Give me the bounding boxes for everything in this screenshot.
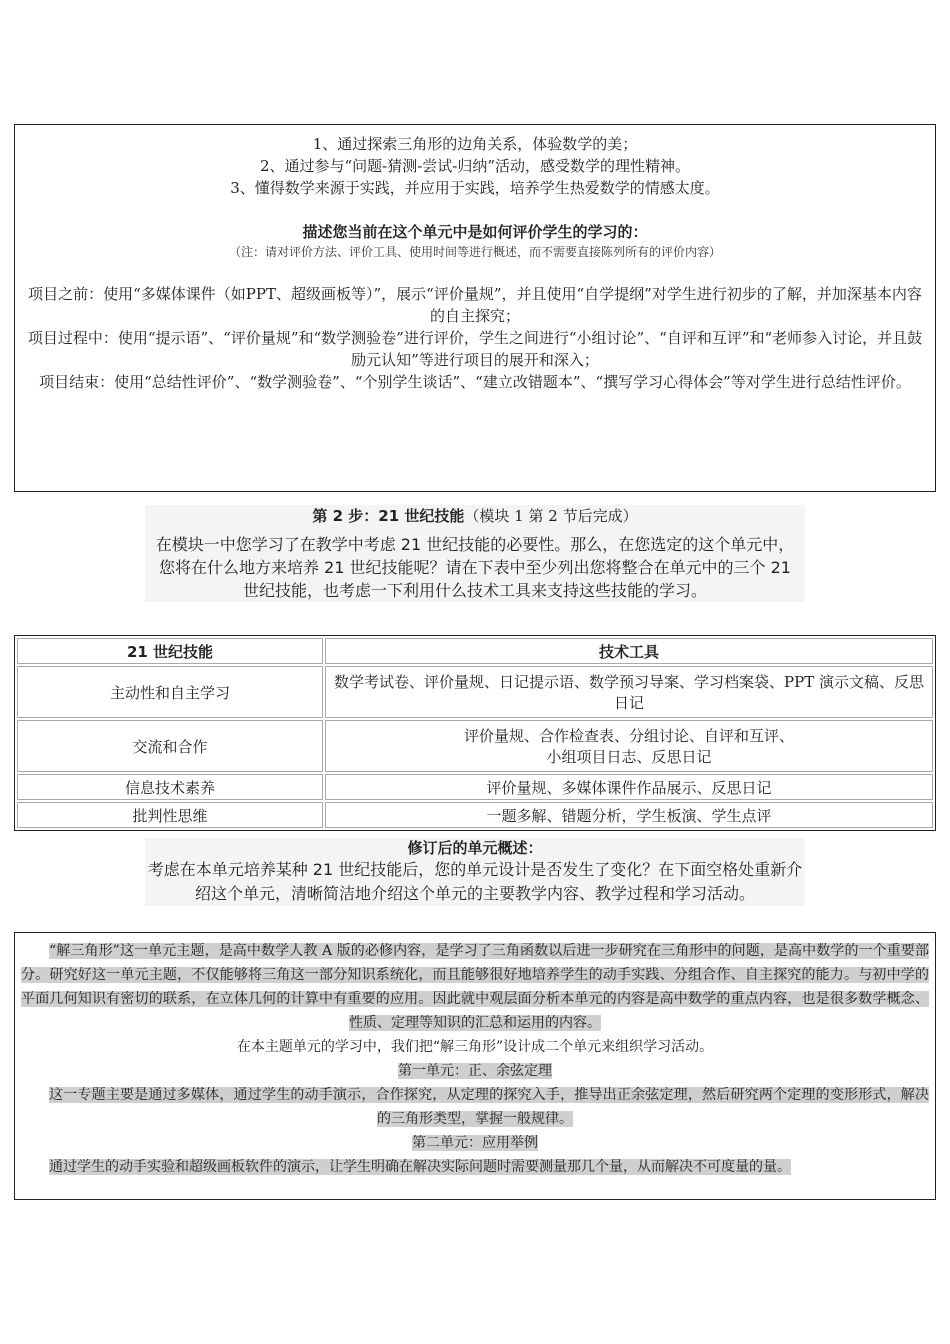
table-row [17, 774, 933, 800]
step2-title [145, 505, 805, 527]
unit1-title-text: 第一单元：正、余弦定理 [398, 1063, 552, 1079]
objective-1: 1、通过探索三角形的边角关系，体验数学的美； [312, 135, 638, 153]
header-tools: 技术工具 [325, 638, 933, 664]
step2-title-sub: （模块 1 第 2 节后完成） [464, 507, 638, 525]
tools-cell: 数学考试卷、评价量规、日记提示语、数学预习导案、学习档案袋、PPT 演示文稿、反思日记 [325, 666, 933, 718]
skills-table [14, 635, 936, 831]
header-skill: 21 世纪技能 [17, 638, 323, 664]
unit1-body [21, 1083, 929, 1131]
unit2-body-text: 通过学生的动手实验和超级画板软件的演示，让学生明确在解决实际问题时需要测量那几个量，从而解决不可度量的量。 [49, 1159, 791, 1175]
assessment-note: （注：请对评价方法、评价工具、使用时间等进行概述，而不需要直接陈列所有的评价内容） [228, 245, 721, 259]
tools-cell: 一题多解、错题分析，学生板演、学生点评 [325, 802, 933, 828]
unit1-body-text: 这一专题主要是通过多媒体，通过学生的动手演示，合作探究，从定理的探究入手，推导出正余弦定理，然后研究两个定理的变形形式，解决的三角形类型，掌握一般规律。 [49, 1087, 929, 1127]
unit2-title-text: 第二单元：应用举例 [412, 1135, 538, 1151]
overview-plan: 在本主题单元的学习中，我们把“解三角形”设计成二个单元来组织学习活动。 [236, 1039, 714, 1055]
tools-text: 评价量规、合作检查表、分组讨论、自评和互评、小组项目日志、反思日记 [464, 727, 795, 766]
step2-title-main: 第 2 步：21 世纪技能 [312, 507, 465, 525]
assessment-heading: 描述您当前在这个单元中是如何评价学生的学习的： [302, 223, 648, 241]
tools-cell [325, 720, 933, 772]
unit1-title [21, 1059, 929, 1083]
overview-intro-text: “解三角形”这一单元主题，是高中数学人教 A 版的必修内容，是学习了三角函数以后进一步研究在三角形中的问题，是高中数学的一个重要部分。研究好这一单元主题，不仅能够将三角这一部分知识系统化，而且能够很好地培养学生的动手实践、分组合作、自主探究的能力。与初中学的平面几何知识有密切的联系，在立体几何的计算中有重要的应用。因此就中观层面分析本单元的内容是高中数学的重点内容，也是很多数学概念、性质、定理等知识的汇总和运用的内容。 [21, 943, 929, 1031]
revised-overview-section [145, 838, 805, 906]
objectives-assessment-box [14, 124, 936, 492]
unit2-title [21, 1131, 929, 1155]
table-row [17, 720, 933, 772]
skill-cell: 信息技术素养 [17, 774, 323, 800]
objective-3: 3、懂得数学来源于实践，并应用于实践，培养学生热爱数学的情感太度。 [230, 179, 720, 197]
unit-overview-box [14, 932, 936, 1200]
assessment-after: 项目结束：使用“总结性评价”、“数学测验卷”、“个别学生谈话”、“建立改错题本”、“撰写学习心得体会”等对学生进行总结性评价。 [39, 373, 911, 391]
table-row [17, 666, 933, 718]
skill-cell: 交流和合作 [17, 720, 323, 772]
assessment-before: 项目之前：使用“多媒体课件（如PPT、超级画板等）”，展示“评价量规”，并且使用“自学提纲”对学生进行初步的了解，并加深基本内容的自主探究； [28, 285, 922, 325]
table-header-row [17, 638, 933, 664]
assessment-during: 项目过程中：使用“提示语”、“评价量规”和“数学测验卷”进行评价，学生之间进行“小组讨论”、“自评和互评”和“老师参入讨论，并且鼓励元认知”等进行项目的展开和深入； [27, 329, 923, 369]
skill-cell: 主动性和自主学习 [17, 666, 323, 718]
tools-cell: 评价量规、多媒体课件作品展示、反思日记 [325, 774, 933, 800]
objective-2: 2、通过参与“问题-猜测-尝试-归纳”活动，感受数学的理性精神。 [259, 157, 691, 175]
step2-section [145, 505, 805, 602]
skill-cell: 批判性思维 [17, 802, 323, 828]
unit2-body [21, 1155, 929, 1179]
table-row [17, 802, 933, 828]
revised-body: 考虑在本单元培养某种 21 世纪技能后，您的单元设计是否发生了变化？在下面空格处重新介绍这个单元，清晰简洁地介绍这个单元的主要教学内容、教学过程和学习活动。 [147, 860, 803, 903]
overview-intro [21, 939, 929, 1035]
revised-title: 修订后的单元概述： [407, 839, 543, 857]
step2-body: 在模块一中您学习了在教学中考虑 21 世纪技能的必要性。那么，在您选定的这个单元中，您将在什么地方来培养 21 世纪技能呢？请在下表中至少列出您将整合在单元中的三个 21 世纪技能，也考虑一下利用什么技术工具来支持这些技能的学习。 [155, 535, 795, 600]
